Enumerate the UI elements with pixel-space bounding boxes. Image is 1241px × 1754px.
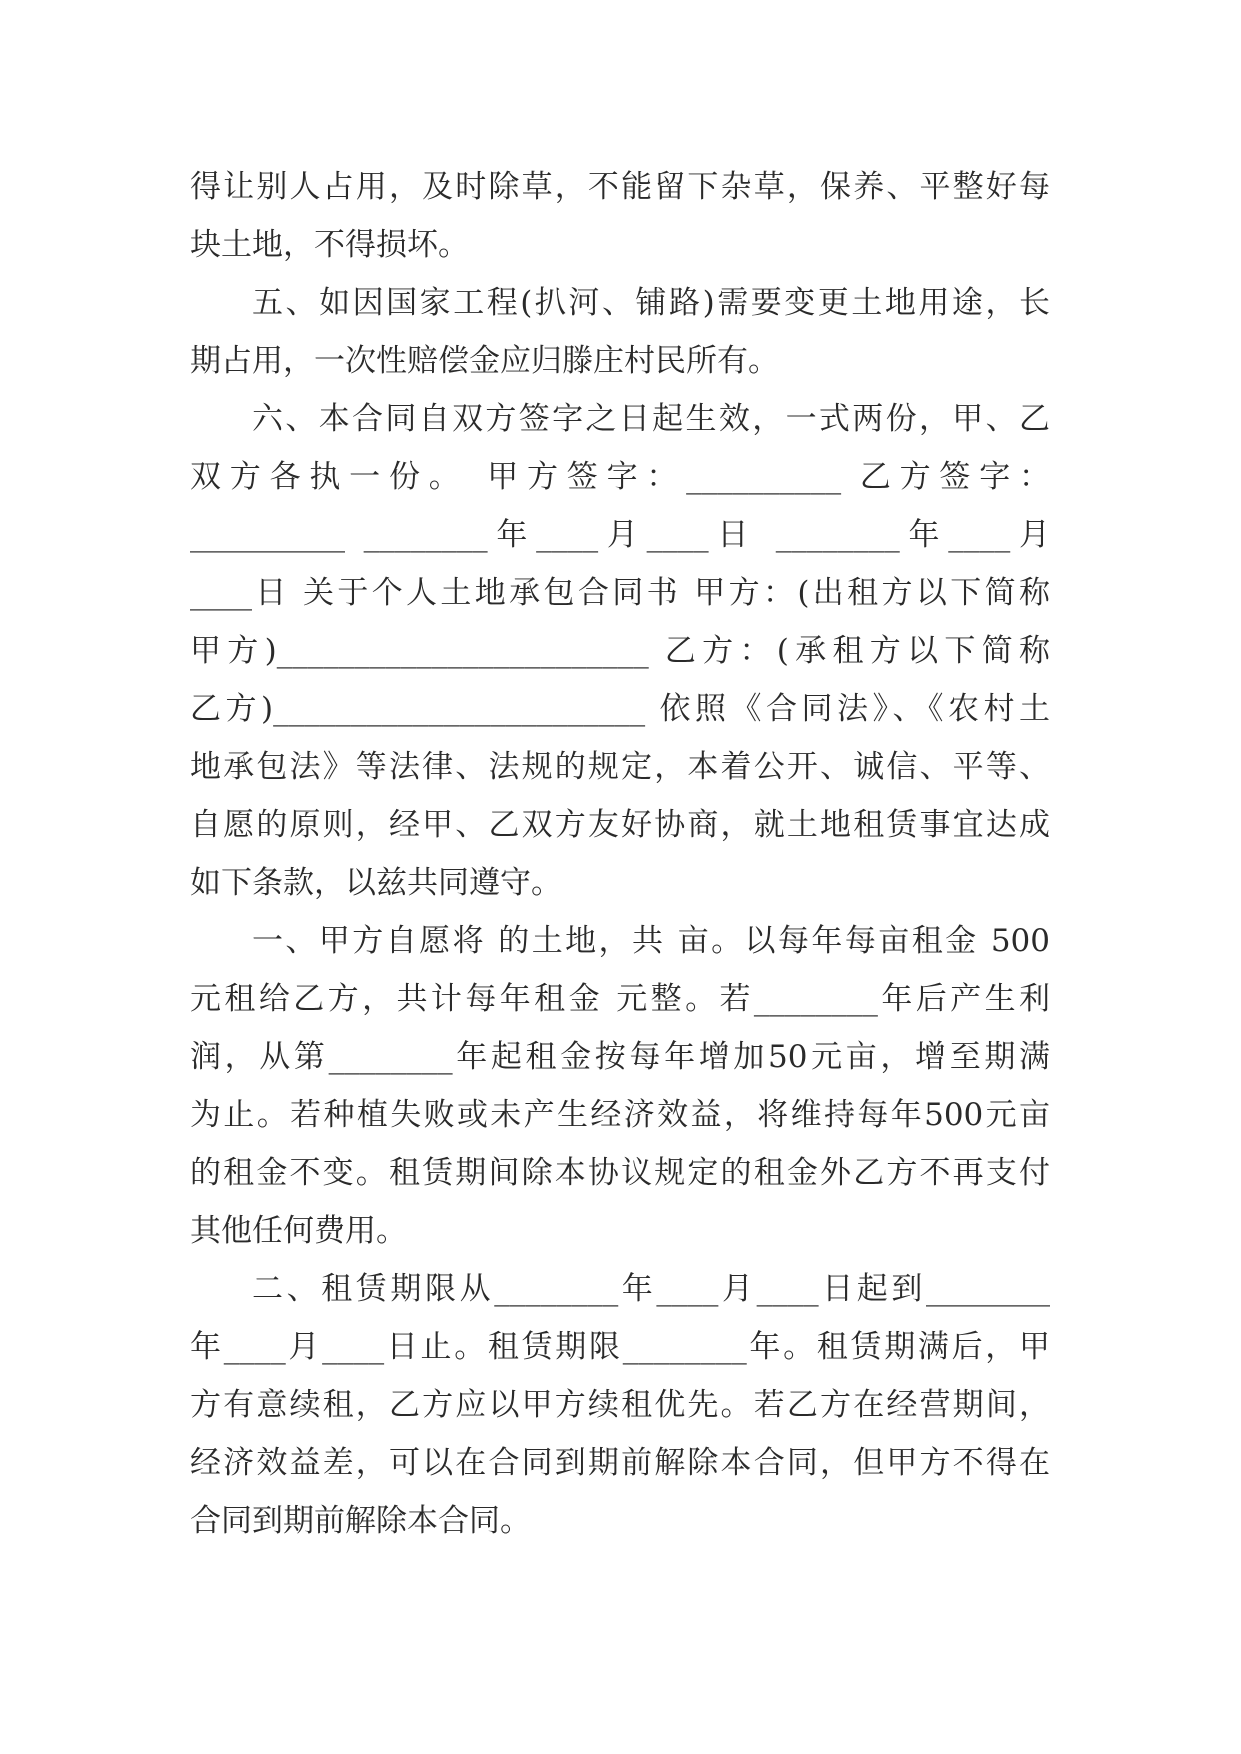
text-line: 的租金不变。租赁期间除本协议规定的租金外乙方不再支付 [190, 1155, 1050, 1191]
text-line: 为止。若种植失败或未产生经济效益，将维持每年500元亩 [190, 1097, 1050, 1133]
text-line: 如下条款，以兹共同遵守。 [190, 865, 562, 901]
document-body [190, 158, 1050, 1550]
text-line: 合同到期前解除本合同。 [190, 1503, 531, 1539]
text-line: 得让别人占用，及时除草，不能留下杂草，保养、平整好每 [190, 169, 1050, 205]
text-line: 乙方)________________________ 依照《合同法》、《农村土 [190, 691, 1050, 727]
text-line: __________ ________年____月____日 ________年____月 [190, 517, 1050, 553]
text-line: 元租给乙方，共计每年租金 元整。若________年后产生利 [190, 981, 1050, 1017]
text-line: 地承包法》等法律、法规的规定，本着公开、诚信、平等、 [190, 749, 1050, 785]
text-line: 润，从第________年起租金按每年增加50元亩，增至期满 [190, 1039, 1050, 1075]
text-line: ____日 关于个人土地承包合同书 甲方：(出租方以下简称 [190, 575, 1050, 611]
text-line: 五、如因国家工程(扒河、铺路)需要变更土地用途，长 [252, 285, 1050, 321]
text-line: 块土地，不得损坏。 [190, 227, 469, 263]
text-line: 甲方)________________________ 乙方：(承租方以下简称 [190, 633, 1050, 669]
text-line: 期占用，一次性赔偿金应归滕庄村民所有。 [190, 343, 779, 379]
text-line: 二、租赁期限从________年____月____日起到________ [252, 1271, 1050, 1307]
text-line: 自愿的原则，经甲、乙双方友好协商，就土地租赁事宜达成 [190, 807, 1050, 843]
text-line: 方有意续租，乙方应以甲方续租优先。若乙方在经营期间， [190, 1387, 1050, 1423]
text-line: 年____月____日止。租赁期限________年。租赁期满后，甲 [190, 1329, 1050, 1365]
text-line: 其他任何费用。 [190, 1213, 407, 1249]
text-line: 经济效益差，可以在合同到期前解除本合同，但甲方不得在 [190, 1445, 1050, 1481]
text-line: 双方各执一份。 甲方签字：__________ 乙方签字： [190, 459, 1050, 495]
text-line: 一、甲方自愿将 的土地，共 亩。以每年每亩租金 500 [252, 923, 1050, 959]
text-line: 六、本合同自双方签字之日起生效，一式两份，甲、乙 [252, 401, 1050, 437]
